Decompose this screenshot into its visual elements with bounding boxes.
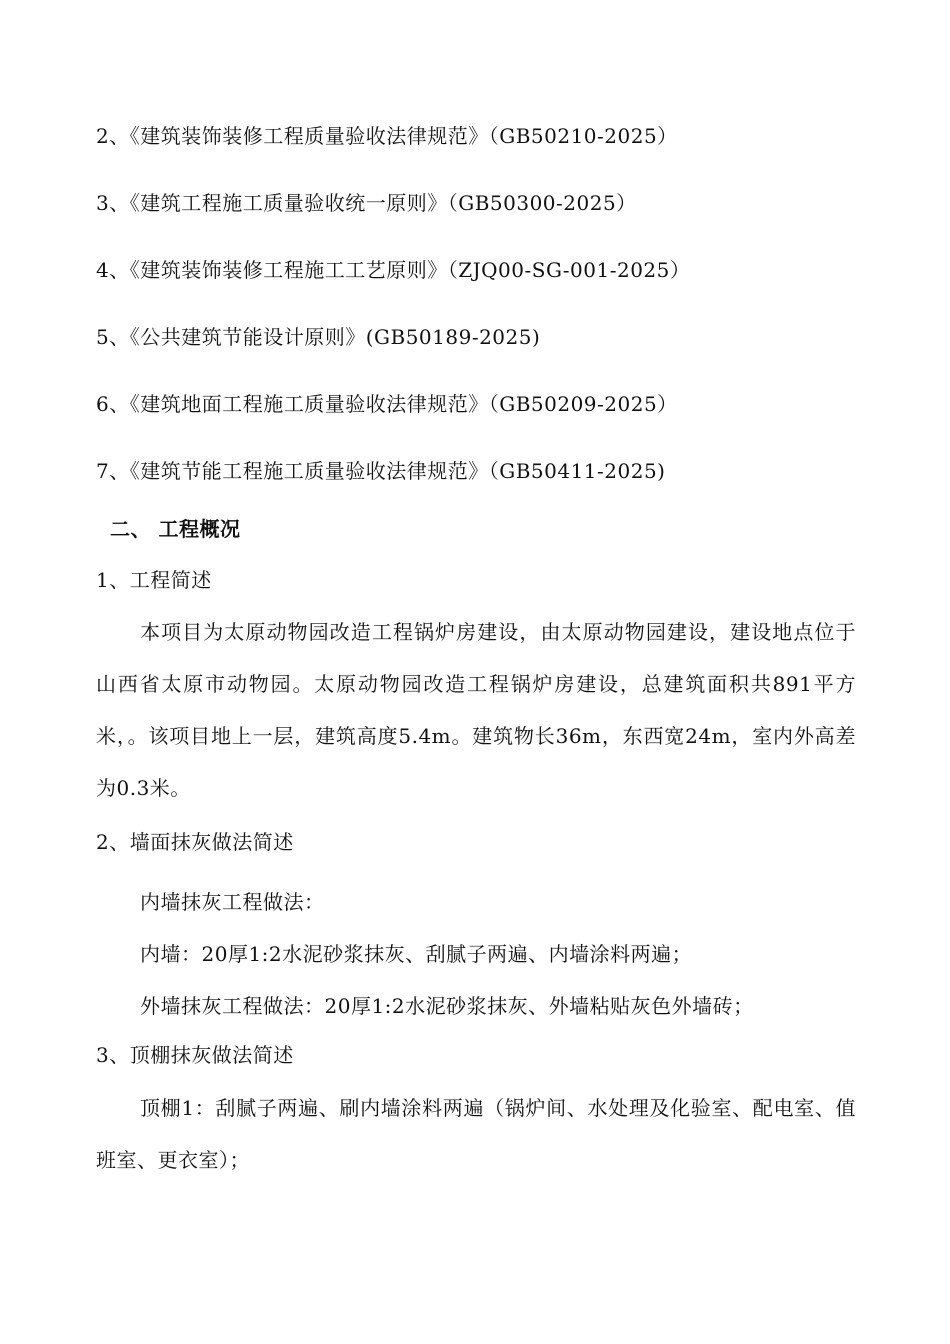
subsection-title: 1、工程简述 xyxy=(96,568,212,592)
reference-item: 7、《建筑节能工程施工质量验收法律规范》（GB50411-2025) xyxy=(96,459,666,483)
reference-item: 4、《建筑装饰装修工程施工工艺原则》（ZJQ00-SG-001-2025） xyxy=(96,258,691,282)
reference-item: 6、《建筑地面工程施工质量验收法律规范》（GB50209-2025） xyxy=(96,392,678,416)
subsection-title: 3、顶棚抹灰做法简述 xyxy=(96,1043,294,1067)
section-heading: 二、 工程概况 xyxy=(110,517,241,541)
reference-item: 5、《公共建筑节能设计原则》(GB50189-2025) xyxy=(96,325,541,349)
subsection-title: 2、墙面抹灰做法简述 xyxy=(96,830,294,854)
wall-plaster-line: 内墙抹灰工程做法： xyxy=(140,890,325,914)
wall-plaster-line: 内墙：20厚1:2水泥砂浆抹灰、刮腻子两遍、内墙涂料两遍； xyxy=(140,942,693,966)
reference-item: 3、《建筑工程施工质量验收统一原则》（GB50300-2025） xyxy=(96,191,637,215)
wall-plaster-line: 外墙抹灰工程做法：20厚1:2水泥砂浆抹灰、外墙粘贴灰色外墙砖； xyxy=(140,994,754,1018)
reference-item: 2、《建筑装饰装修工程质量验收法律规范》（GB50210-2025） xyxy=(96,124,678,148)
project-description-paragraph: 本项目为太原动物园改造工程锅炉房建设，由太原动物园建设，建设地点位于山西省太原市动物园。太原动物园改造工程锅炉房建设，总建筑面积共891平方米，。该项目地上一层，建筑高度5.4m。建筑物长36m，东西宽24m，室内外高差为0.3米。 xyxy=(96,620,856,800)
ceiling-plaster-paragraph: 顶棚1：刮腻子两遍、刷内墙涂料两遍（锅炉间、水处理及化验室、配电室、值班室、更衣室）； xyxy=(96,1096,856,1172)
